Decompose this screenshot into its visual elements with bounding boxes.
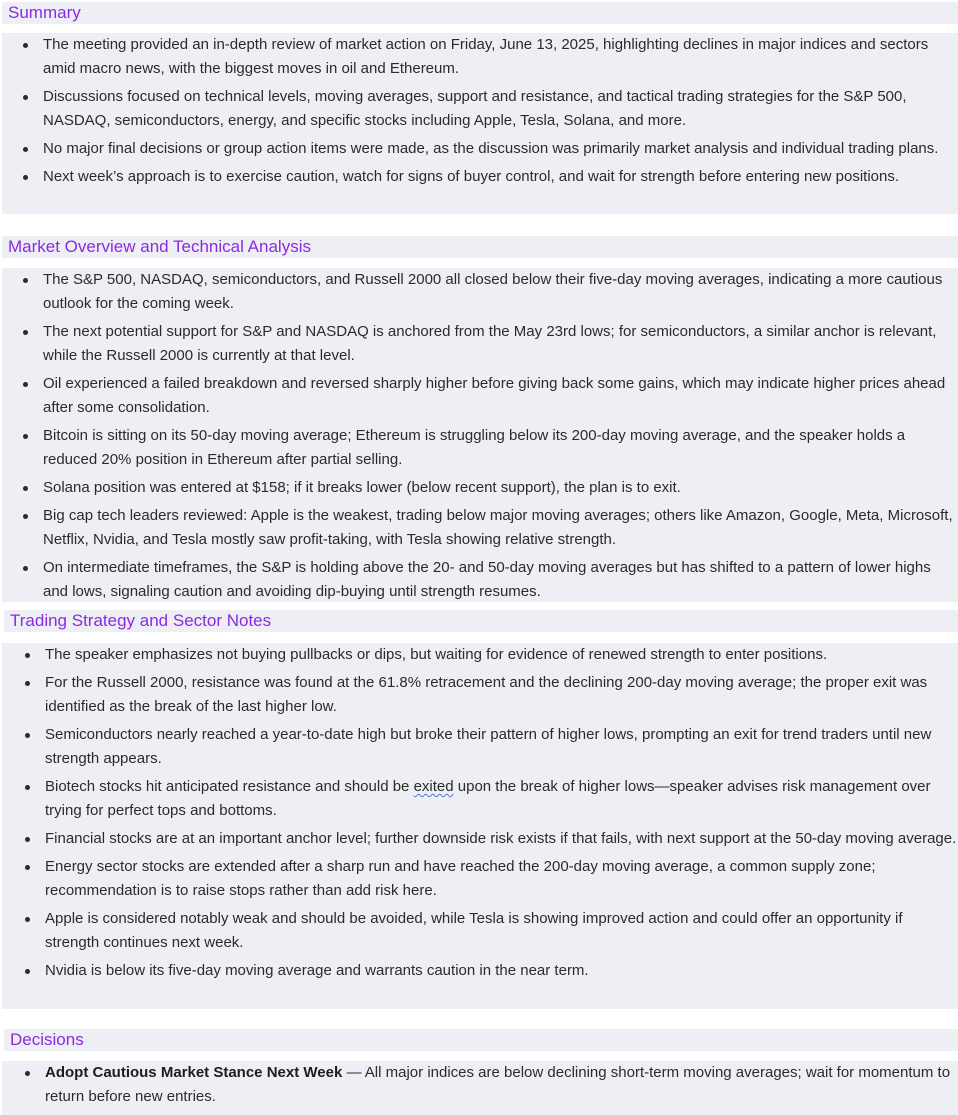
trading-strategy-list [2,643,958,1009]
market-overview-item: Bitcoin is sitting on its 50-day moving average; Ethereum is struggling below its 200-day moving average, and the speaker holds a reduced 20% position in Ethereum after partial selling. [2,424,958,472]
market-overview-item: The next potential support for S&P and NASDAQ is anchored from the May 23rd lows; for semiconductors, a similar anchor is relevant, while the Russell 2000 is currently at that level. [2,320,958,368]
summary-item: Next week’s approach is to exercise caution, watch for signs of buyer control, and wait for strength before entering new positions. [2,165,958,189]
trading-strategy-item [2,775,958,823]
market-overview-item: The S&P 500, NASDAQ, semiconductors, and Russell 2000 all closed below their five-day moving averages, indicating a more cautious outlook for the coming week. [2,268,958,316]
trading-strategy-item: Semiconductors nearly reached a year-to-date high but broke their pattern of higher lows, prompting an exit for trend traders until new strength appears. [2,723,958,771]
decision-title: Adopt Cautious Market Stance Next Week [45,1064,343,1081]
decisions-list [2,1061,958,1115]
market-overview-heading: Market Overview and Technical Analysis [2,236,958,258]
trading-strategy-item: The speaker emphasizes not buying pullbacks or dips, but waiting for evidence of renewed strength to enter positions. [2,643,958,667]
summary-item: The meeting provided an in-depth review of market action on Friday, June 13, 2025, highlighting declines in major indices and sectors amid macro news, with the biggest moves in oil and Ethereum. [2,33,958,81]
trading-strategy-heading: Trading Strategy and Sector Notes [4,610,958,632]
spellcheck-flagged-word[interactable]: exited [413,778,454,795]
decisions-heading: Decisions [4,1029,958,1051]
trading-strategy-item: Nvidia is below its five-day moving average and warrants caution in the near term. [2,959,958,983]
summary-item: No major final decisions or group action items were made, as the discussion was primarily market analysis and individual trading plans. [2,137,958,161]
biotech-text-before: Biotech stocks hit anticipated resistance and should be [45,778,414,795]
summary-item: Discussions focused on technical levels, moving averages, support and resistance, and tactical trading strategies for the S&P 500, NASDAQ, semiconductors, energy, and specific stocks including Apple, Tesla, Solana, and more. [2,85,958,133]
trading-strategy-item: Energy sector stocks are extended after a sharp run and have reached the 200-day moving average, a common supply zone; recommendation is to raise stops rather than add risk here. [2,855,958,903]
decision-text: — All major indices are below declining short-term moving averages; wait for momentum to return before new entries. [45,1064,951,1105]
market-overview-item: Solana position was entered at $158; if it breaks lower (below recent support), the plan is to exit. [2,476,958,500]
decision-item [2,1061,958,1109]
market-overview-list [2,268,958,602]
summary-list [2,33,958,214]
trading-strategy-item: Apple is considered notably weak and should be avoided, while Tesla is showing improved action and could offer an opportunity if strength continues next week. [2,907,958,955]
summary-heading: Summary [2,2,958,24]
market-overview-item: On intermediate timeframes, the S&P is holding above the 20- and 50-day moving averages but has shifted to a pattern of lower highs and lows, signaling caution and avoiding dip-buying until strength resumes. [2,556,958,604]
biotech-text-after: upon the break of higher lows—speaker advises risk management over trying for perfect tops and bottoms. [45,778,931,819]
market-overview-item: Oil experienced a failed breakdown and reversed sharply higher before giving back some gains, which may indicate higher prices ahead after some consolidation. [2,372,958,420]
market-overview-item: Big cap tech leaders reviewed: Apple is the weakest, trading below major moving averages; others like Amazon, Google, Meta, Microsoft, Netflix, Nvidia, and Tesla mostly saw profit-taking, with Tesla showing relative strength. [2,504,958,552]
trading-strategy-item: Financial stocks are at an important anchor level; further downside risk exists if that fails, with next support at the 50-day moving average. [2,827,958,851]
trading-strategy-item: For the Russell 2000, resistance was found at the 61.8% retracement and the declining 200-day moving average; the proper exit was identified as the break of the last higher low. [2,671,958,719]
